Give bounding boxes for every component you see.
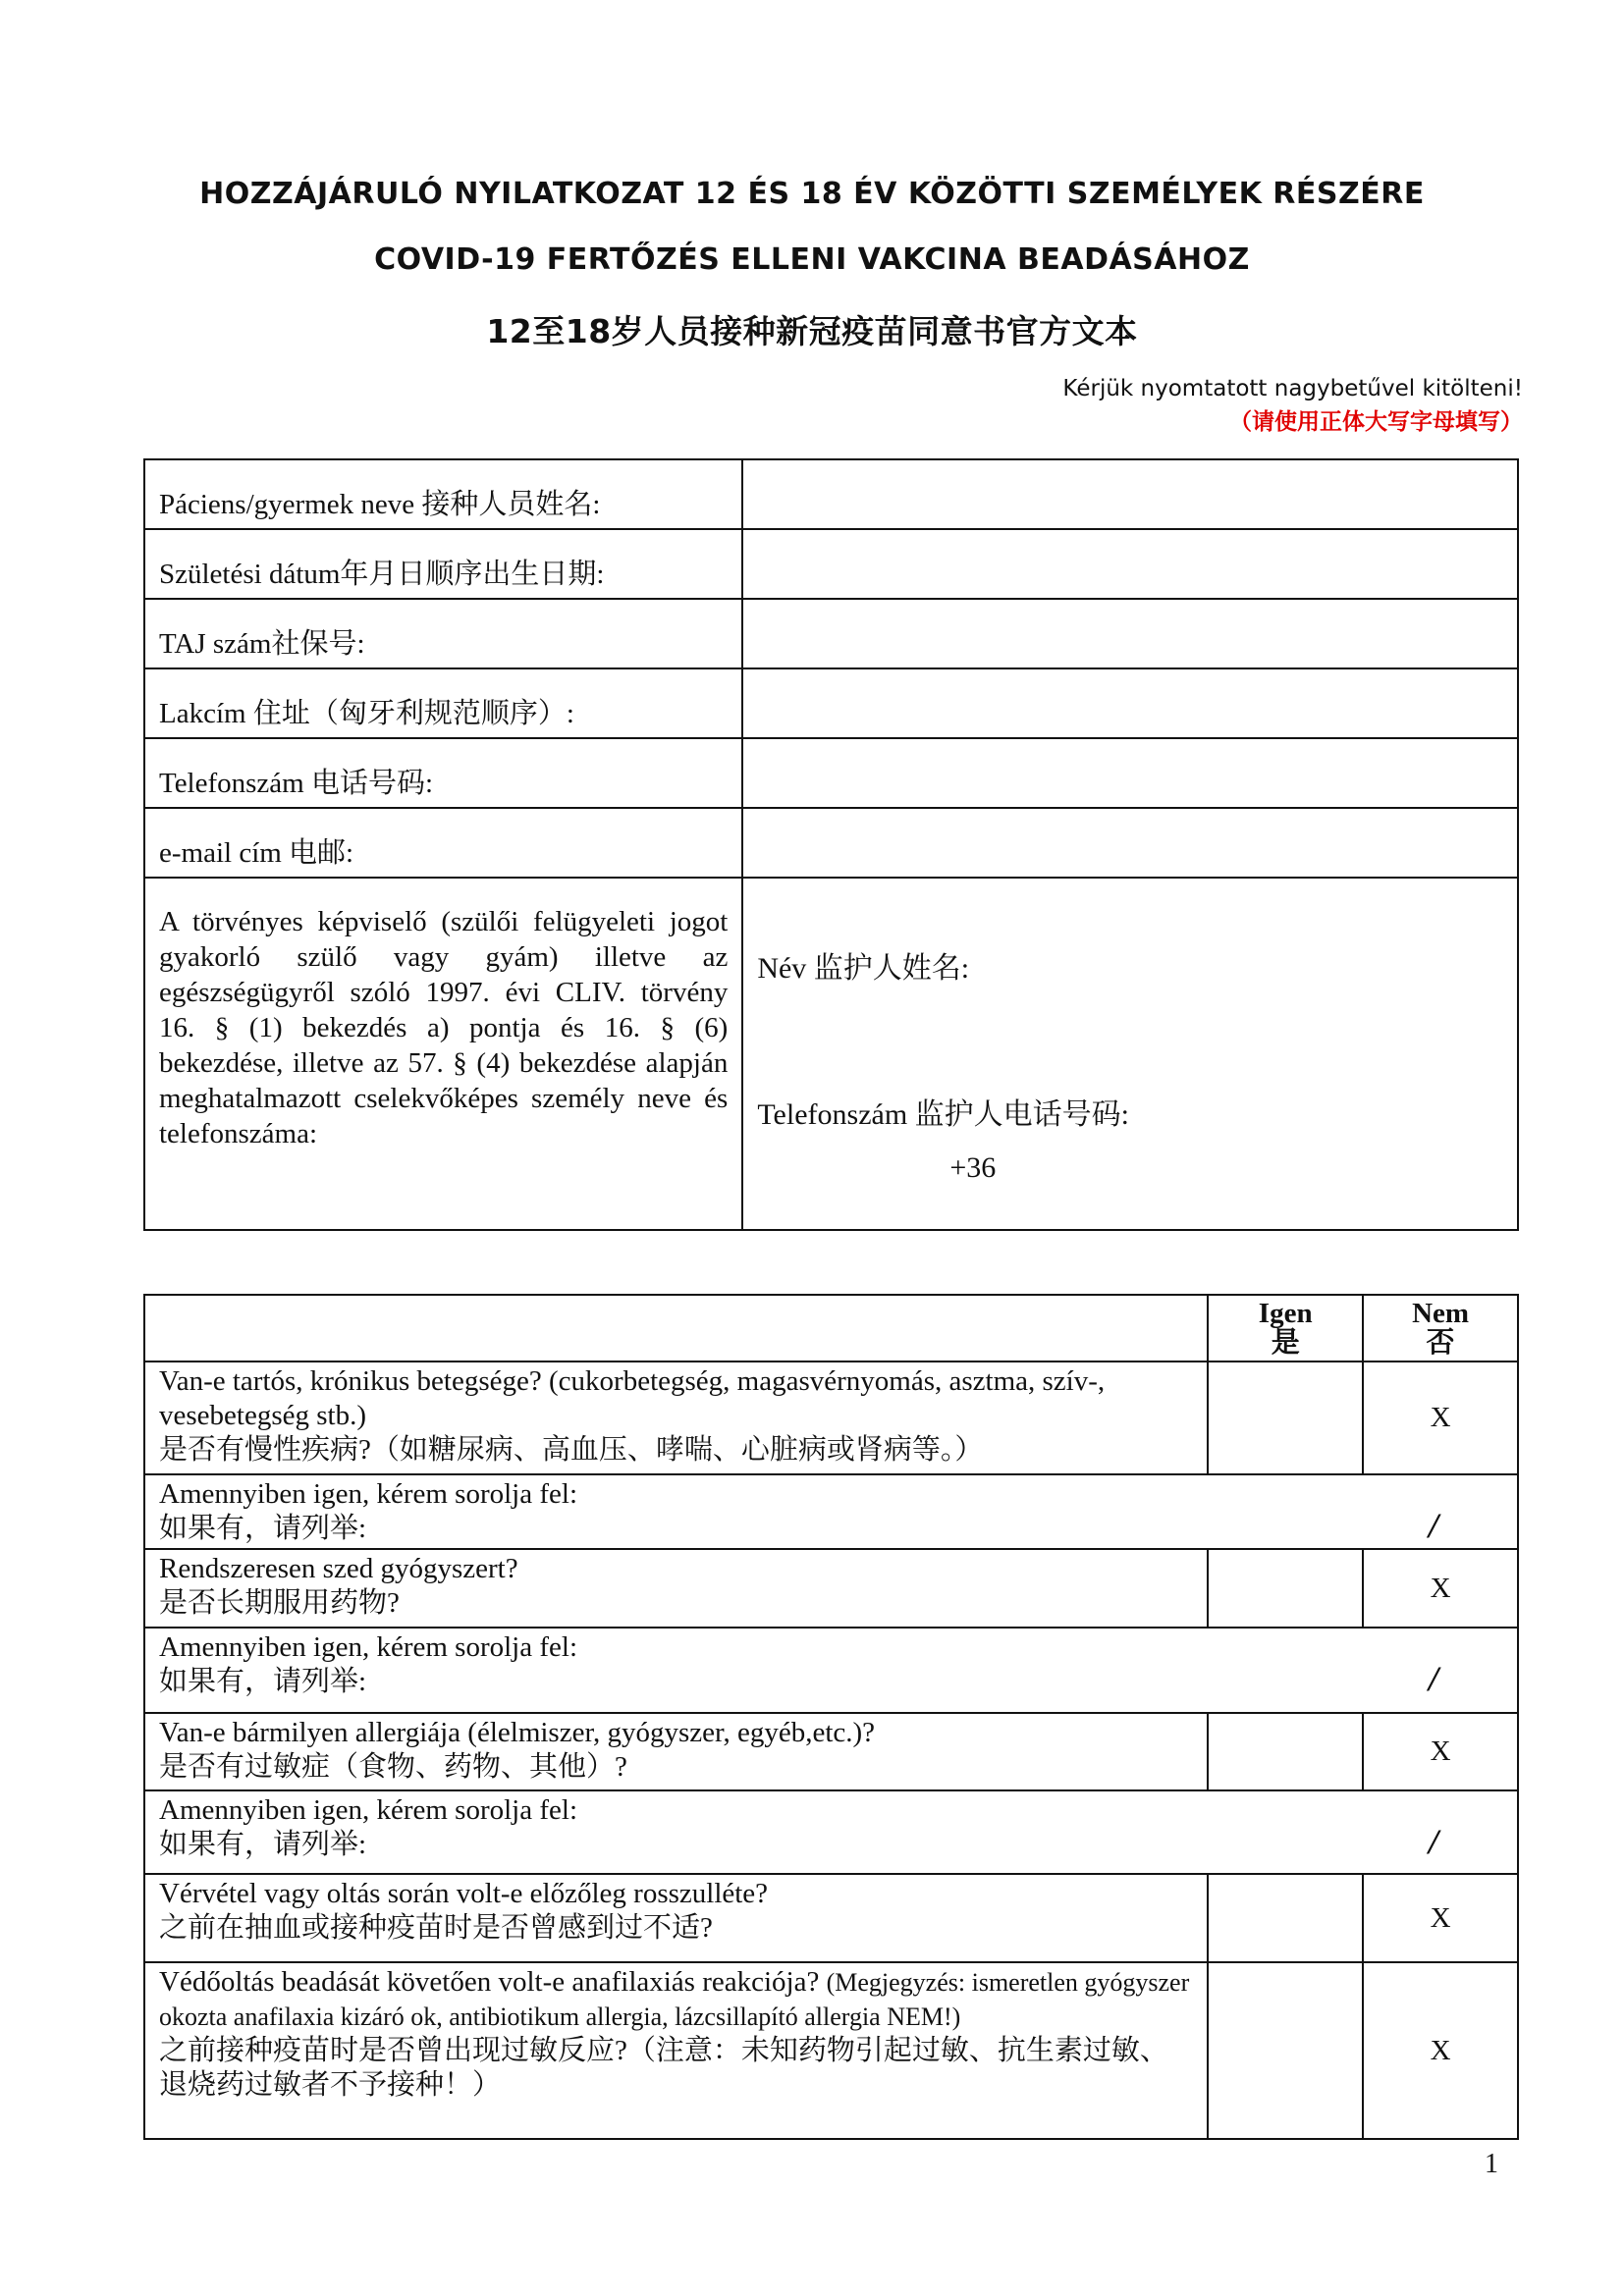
answer-no-cell[interactable]: X [1363,1874,1518,1962]
question-text [144,1713,1208,1790]
question-text [144,1962,1208,2139]
followup-hu: Amennyiben igen, kérem sorolja fel: [159,1794,578,1826]
patient-row-phone [144,738,1518,808]
instruction-chinese: （请使用正体大写字母填写） [1229,409,1523,435]
email-label: e-mail cím 电邮: [144,808,742,878]
answer-no-cell[interactable]: X [1363,1962,1518,2139]
header-no-zh: 否 [1426,1327,1455,1359]
answer-yes-cell[interactable] [1208,1549,1363,1628]
title-line-2: COVID-19 FERTŐZÉS ELLENI VAKCINA BEADÁSÁHOZ [374,242,1250,277]
header-no-hu: Nem [1412,1298,1470,1329]
question-text [144,1874,1208,1962]
health-questions-table [143,1294,1519,2140]
question-row [144,1549,1518,1628]
patient-row-name [144,459,1518,529]
patient-row-birthdate [144,529,1518,599]
header-yes-zh: 是 [1271,1327,1300,1359]
answer-yes-cell[interactable] [1208,1874,1363,1962]
followup-cell[interactable] [144,1474,1518,1549]
patient-name-label: Páciens/gyermek neve 接种人员姓名: [144,459,742,529]
question-row [144,1874,1518,1962]
question-row [144,1362,1518,1474]
representative-phone-label: Telefonszám 监护人电话号码: [757,1098,1129,1131]
patient-row-email [144,808,1518,878]
followup-row [144,1790,1518,1874]
address-field[interactable] [742,668,1518,738]
question-zh: 之前接种疫苗时是否曾出现过敏反应?（注意：未知药物引起过敏、抗生素过敏、退烧药过敏者不予接种！） [159,2035,1168,2101]
questions-header-row [144,1295,1518,1362]
followup-zh: 如果有，请列举: [159,1513,367,1544]
followup-answer: / [1428,1659,1438,1698]
birthdate-field[interactable] [742,529,1518,599]
patient-info-table [143,458,1519,1231]
taj-field[interactable] [742,599,1518,668]
followup-cell[interactable] [144,1790,1518,1874]
answer-no-cell[interactable]: X [1363,1362,1518,1474]
followup-zh: 如果有，请列举: [159,1829,367,1860]
birthdate-label: Születési dátum年月日顺序出生日期: [144,529,742,599]
page-number: 1 [1485,2149,1498,2179]
address-label: Lakcím 住址（匈牙利规范顺序）: [144,668,742,738]
followup-answer: / [1428,1822,1438,1861]
title-line-3-chinese: 12至18岁人员接种新冠疫苗同意书官方文本 [486,312,1138,350]
patient-row-taj [144,599,1518,668]
patient-name-field[interactable] [742,459,1518,529]
question-hu: Van-e tartós, krónikus betegsége? (cukorbetegség, magasvérnyomás, asztma, szív-, vesebetegség stb.) [159,1365,1106,1431]
question-row [144,1962,1518,2139]
followup-cell[interactable] [144,1628,1518,1713]
header-yes-hu: Igen [1258,1298,1313,1329]
representative-name-label: Név 监护人姓名: [757,952,970,985]
title-line-1: HOZZÁJÁRULÓ NYILATKOZAT 12 ÉS 18 ÉV KÖZÖTTI SZEMÉLYEK RÉSZÉRE [199,177,1425,211]
header-no [1363,1295,1518,1362]
question-row [144,1713,1518,1790]
answer-yes-cell[interactable] [1208,1962,1363,2139]
followup-row [144,1628,1518,1713]
question-hu-note: (Megjegyzés: ismeretlen gyógyszer okozta anafilaxia kizáró ok, antibiotikum allergia, lázcsillapító allergia NEM!) [159,1968,1190,2031]
question-hu: Rendszeresen szed gyógyszert? [159,1553,518,1584]
question-zh: 是否有慢性疾病?（如糖尿病、高血压、哮喘、心脏病或肾病等。） [159,1434,984,1466]
followup-hu: Amennyiben igen, kérem sorolja fel: [159,1631,578,1663]
followup-zh: 如果有，请列举: [159,1666,367,1697]
question-text [144,1549,1208,1628]
question-zh: 是否长期服用药物? [159,1587,400,1619]
phone-label: Telefonszám 电话号码: [144,738,742,808]
followup-answer: / [1428,1506,1438,1545]
answer-yes-cell[interactable] [1208,1362,1363,1474]
question-zh: 是否有过敏症（食物、药物、其他）? [159,1751,627,1783]
answer-no-cell[interactable]: X [1363,1713,1518,1790]
answer-no-cell[interactable]: X [1363,1549,1518,1628]
followup-hu: Amennyiben igen, kérem sorolja fel: [159,1478,578,1510]
header-blank [144,1295,1208,1362]
question-hu: Van-e bármilyen allergiája (élelmiszer, gyógyszer, egyéb,etc.)? [159,1717,876,1748]
header-yes [1208,1295,1363,1362]
email-field[interactable] [742,808,1518,878]
phone-field[interactable] [742,738,1518,808]
question-zh: 之前在抽血或接种疫苗时是否曾感到过不适? [159,1912,713,1944]
question-hu: Vérvétel vagy oltás során volt-e előzőleg rosszulléte? [159,1878,769,1909]
followup-row [144,1474,1518,1549]
representative-phone-prefix: +36 [949,1151,997,1184]
representative-label-cell [144,878,742,1230]
answer-yes-cell[interactable] [1208,1713,1363,1790]
taj-label: TAJ szám社保号: [144,599,742,668]
instruction-hungarian: Kérjük nyomtatott nagybetűvel kitölteni! [1062,376,1523,401]
representative-field-cell[interactable] [742,878,1518,1230]
patient-row-address [144,668,1518,738]
question-text [144,1362,1208,1474]
representative-label: A törvényes képviselő (szülői felügyeleti jogot gyakorló szülő vagy gyám) illetve az egészségügyről szóló 1997. évi CLIV. törvény 16. § (1) bekezdés a) pontja és 16. § (6) bekezdése, illetve az 57. § (4) bekezdése alapján meghatalmazott cselekvőképes személy neve és telefonszáma: [159,906,729,1149]
question-hu: Védőoltás beadását követően volt-e anafilaxiás reakciója? [159,1966,820,1998]
representative-row [144,878,1518,1230]
